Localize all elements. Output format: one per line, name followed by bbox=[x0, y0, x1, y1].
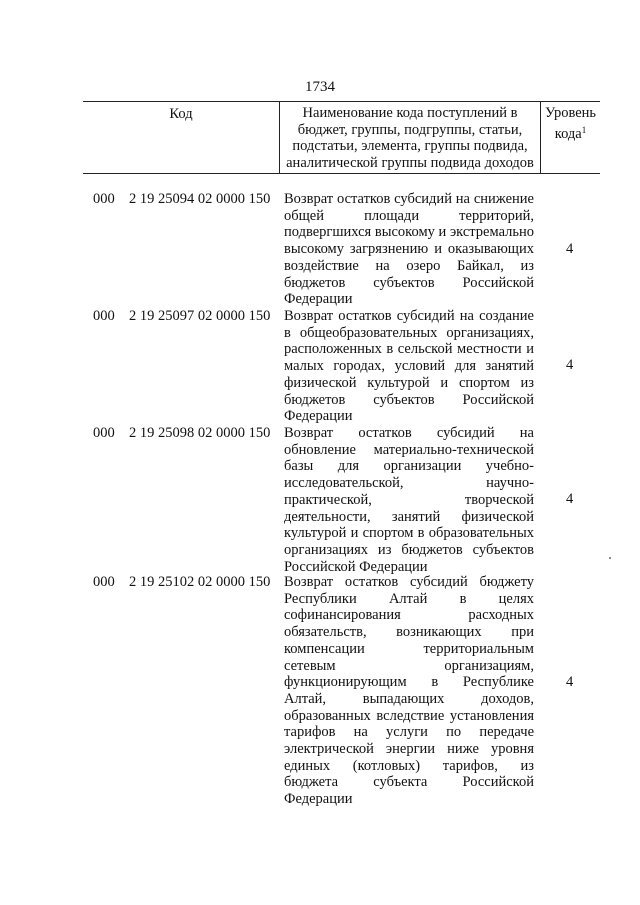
header-level-label: Уровень кода bbox=[544, 105, 597, 142]
admin-code: 000 bbox=[93, 425, 115, 441]
income-code: 2 19 25097 02 0000 150 bbox=[129, 308, 271, 324]
table-header bbox=[83, 101, 600, 174]
income-name: Возврат остатков субсидий на обновление материально-технической базы для организации учебно-исследовательской, научно-практической, творческой деятельности, занятий физической культурой и спортом в образовательных организациях из бюджетов субъектов Российской Федерации bbox=[284, 425, 534, 575]
code-level: 4 bbox=[566, 357, 574, 373]
income-name: Возврат остатков субсидий на снижение общей площади территорий, подвергшихся высокому и экстремально высокому загрязнению и оказывающих воздействие на озеро Байкал, из бюджетов субъектов Российской Федерации bbox=[284, 191, 534, 308]
code-level: 4 bbox=[566, 674, 574, 690]
income-name: Возврат остатков субсидий на создание в общеобразовательных организациях, расположенных в сельской местности и малых городах, условий для занятий физической культурой и спортом из бюджетов субъектов Российской Федерации bbox=[284, 308, 534, 425]
income-name: Возврат остатков субсидий бюджету Республики Алтай в целях софинансирования расходных обязательств, возникающих при компенсации территориальным сетевым организациям, функционирующим в Республике Алтай, выпадающих доходов, образованных вследствие установления тарифов на услуги по передаче электрической энергии ниже уровня единых (котловых) тарифов, из бюджета субъекта Российской Федерации bbox=[284, 574, 534, 808]
income-code: 2 19 25098 02 0000 150 bbox=[129, 425, 271, 441]
income-code: 2 19 25094 02 0000 150 bbox=[129, 191, 271, 207]
code-level: 4 bbox=[566, 241, 574, 257]
header-code: Код bbox=[169, 106, 193, 122]
header-name: Наименование кода поступлений в бюджет, группы, подгруппы, статьи, подстатьи, элемента, группы подвида, аналитической группы подвида доходов bbox=[286, 105, 534, 171]
code-level: 4 bbox=[566, 491, 574, 507]
scan-speck bbox=[609, 557, 611, 559]
header-level bbox=[541, 105, 600, 142]
page-number: 1734 bbox=[305, 79, 335, 95]
admin-code: 000 bbox=[93, 308, 115, 324]
admin-code: 000 bbox=[93, 191, 115, 207]
footnote-mark: 1 bbox=[581, 124, 587, 135]
admin-code: 000 bbox=[93, 574, 115, 590]
income-code: 2 19 25102 02 0000 150 bbox=[129, 574, 271, 590]
